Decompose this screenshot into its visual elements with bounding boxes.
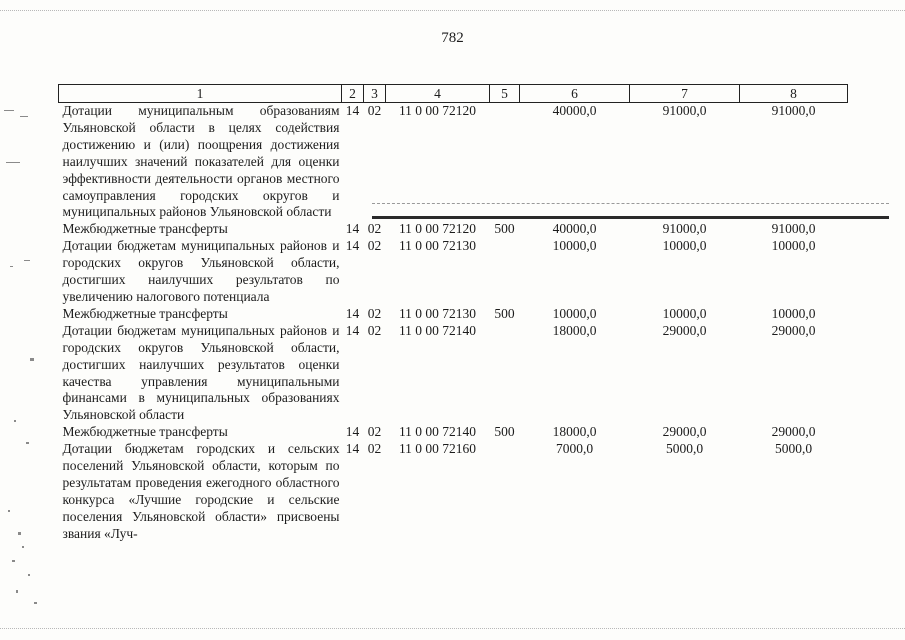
row-amount-col6: 7000,0 (555, 441, 594, 457)
row-amount-col8: 91000,0 (771, 221, 816, 237)
column-header-5: 5 (490, 85, 520, 103)
scan-dashed-line (372, 203, 889, 205)
row-expense-type (490, 238, 520, 306)
row-amount-col6: 10000,0 (552, 305, 597, 321)
row-section: 14 (345, 238, 360, 254)
row-subsection: 02 (367, 322, 382, 338)
row-name: Дотации бюджетам муниципальных районов и городских округов Ульяновской области, достигших наилучших результатов оценки качества управления муниципальными финансами в муниципальных образованиях Ульяновской области (62, 322, 340, 423)
column-number-header-row (59, 85, 848, 103)
row-subsection: 02 (367, 238, 382, 254)
row-subsection: 02 (367, 103, 382, 118)
row-amount-col7: 10000,0 (662, 238, 707, 254)
column-header-1: 1 (59, 85, 342, 103)
row-name: Дотации бюджетам городских и сельских поселений Ульяновской области, которым по результатам проведения ежегодного областного конкурса «Лучшие городские и сельские поселения Ульяновской области» присвоены звания «Луч- (62, 441, 340, 541)
row-amount-col8: 29000,0 (771, 322, 816, 338)
row-amount-col7: 10000,0 (662, 305, 707, 321)
table-row (59, 424, 848, 441)
row-name: Межбюджетные трансферты (62, 221, 228, 237)
table-row (59, 323, 848, 424)
row-amount-col7: 91000,0 (662, 103, 707, 118)
row-amount-col8: 10000,0 (771, 238, 816, 254)
row-amount-col8: 5000,0 (774, 441, 813, 457)
row-subsection: 02 (367, 221, 382, 237)
scan-top-edge (0, 10, 905, 12)
row-section: 14 (345, 305, 360, 321)
row-name: Дотации муниципальным образованиям Ульяновской области в целях содействия достижению и (или) поощрения достижения наилучших значений показателей для оценки эффективности деятельности органов местного самоуправления городских округов и муниципальных районов Ульяновской области (62, 103, 340, 220)
row-amount-col6: 40000,0 (552, 221, 597, 237)
column-header-7: 7 (630, 85, 740, 103)
row-name: Межбюджетные трансферты (62, 424, 228, 440)
margin-scan-specks (0, 90, 50, 630)
column-header-3: 3 (364, 85, 386, 103)
scan-rule-line (372, 216, 889, 219)
row-section: 14 (345, 424, 360, 440)
row-amount-col6: 18000,0 (552, 424, 597, 440)
row-target-article: 11 0 00 72130 (398, 238, 477, 254)
page-number: 782 (441, 30, 464, 46)
row-subsection: 02 (367, 424, 382, 440)
row-amount-col7: 91000,0 (662, 221, 707, 237)
row-target-article: 11 0 00 72140 (398, 424, 477, 440)
row-target-article: 11 0 00 72130 (398, 305, 477, 321)
column-header-6: 6 (520, 85, 630, 103)
row-amount-col6: 10000,0 (552, 238, 597, 254)
row-amount-col8: 29000,0 (771, 424, 816, 440)
row-expense-type: 500 (494, 424, 515, 440)
row-section: 14 (345, 441, 360, 457)
row-section: 14 (345, 103, 360, 118)
row-subsection: 02 (367, 441, 382, 457)
row-expense-type (490, 441, 520, 542)
row-target-article: 11 0 00 72120 (398, 103, 477, 118)
row-amount-col7: 29000,0 (662, 424, 707, 440)
table-row (59, 238, 848, 306)
row-target-article: 11 0 00 72140 (398, 322, 477, 338)
table-row (59, 221, 848, 238)
row-amount-col7: 5000,0 (665, 441, 704, 457)
row-section: 14 (345, 221, 360, 237)
column-header-8: 8 (740, 85, 848, 103)
row-amount-col6: 18000,0 (552, 322, 597, 338)
row-target-article: 11 0 00 72120 (398, 221, 477, 237)
row-amount-col8: 10000,0 (771, 305, 816, 321)
row-section: 14 (345, 322, 360, 338)
table-row (59, 306, 848, 323)
row-subsection: 02 (367, 305, 382, 321)
budget-table (58, 84, 848, 543)
column-header-2: 2 (342, 85, 364, 103)
row-name: Межбюджетные трансферты (62, 305, 228, 321)
row-name: Дотации бюджетам муниципальных районов и городских округов Ульяновской области, достигших наилучших результатов по увеличению налогового потенциала (62, 238, 340, 304)
table-row (59, 441, 848, 542)
row-expense-type (490, 323, 520, 424)
scan-bottom-edge (0, 628, 905, 630)
row-target-article: 11 0 00 72160 (398, 441, 477, 457)
column-header-4: 4 (386, 85, 490, 103)
row-expense-type: 500 (494, 221, 515, 237)
row-amount-col8: 91000,0 (771, 103, 816, 118)
row-amount-col6: 40000,0 (552, 103, 597, 118)
row-amount-col7: 29000,0 (662, 322, 707, 338)
row-expense-type: 500 (494, 305, 515, 321)
